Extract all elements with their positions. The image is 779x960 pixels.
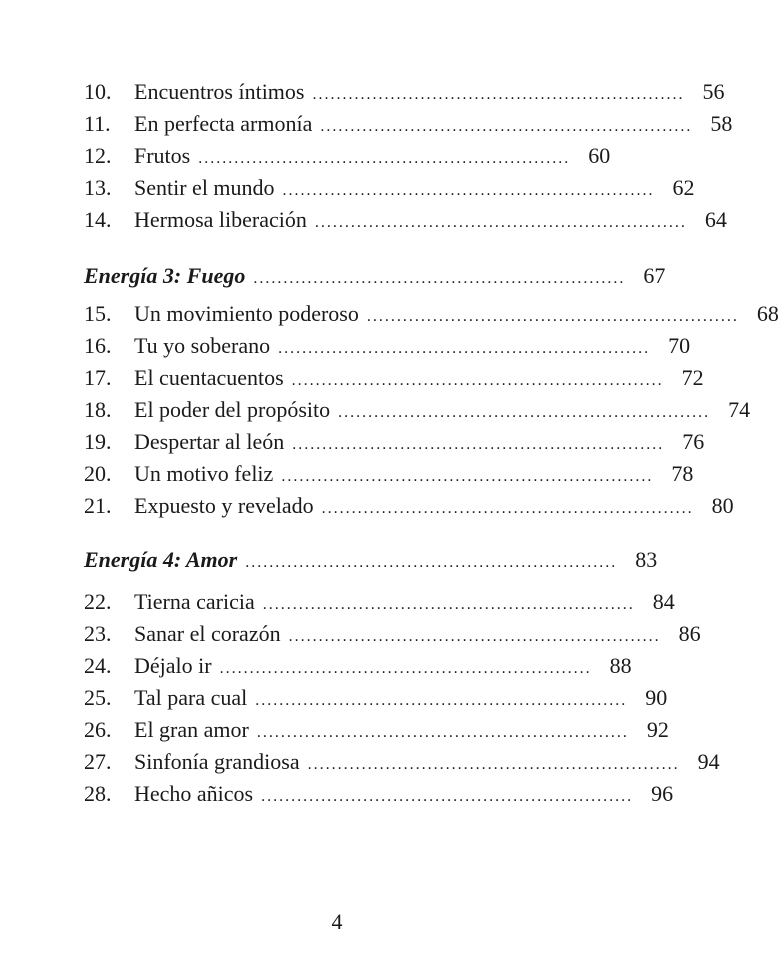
- entry-page: 72: [681, 365, 704, 390]
- entry-number: 10.: [84, 79, 112, 104]
- dot-leader: ..............................................................: [198, 150, 571, 167]
- entry-page: 80: [711, 493, 734, 518]
- entry-page: 78: [671, 461, 694, 486]
- dot-leader: ..............................................................: [312, 86, 685, 103]
- entry-number: 21.: [84, 493, 112, 518]
- toc-entry: [84, 362, 704, 394]
- toc-entry: [84, 682, 668, 714]
- entry-page: 92: [646, 717, 669, 742]
- toc-section-heading: [84, 260, 666, 292]
- dot-leader: ..............................................................: [292, 436, 665, 453]
- section-page: 83: [635, 547, 658, 572]
- toc-entry: [84, 458, 694, 490]
- entry-page: 74: [728, 397, 751, 422]
- dot-leader: ..............................................................: [278, 340, 651, 357]
- dot-leader: ..............................................................: [253, 270, 626, 287]
- entry-page: 90: [645, 685, 668, 710]
- toc-entry: [84, 778, 674, 810]
- entry-title: Tierna caricia: [134, 589, 255, 614]
- entry-title: Un movimiento poderoso: [134, 301, 359, 326]
- entry-number: 26.: [84, 717, 112, 742]
- entry-number: 25.: [84, 685, 112, 710]
- entry-title: Sinfonía grandiosa: [134, 749, 300, 774]
- entry-number: 22.: [84, 589, 112, 614]
- entry-page: 68: [756, 301, 779, 326]
- entry-title: En perfecta armonía: [134, 111, 313, 136]
- dot-leader: ..............................................................: [366, 308, 739, 325]
- dot-leader: ..............................................................: [288, 628, 661, 645]
- entry-number: 14.: [84, 207, 112, 232]
- entry-title: Hecho añicos: [134, 781, 254, 806]
- toc-entry: [84, 618, 701, 650]
- dot-leader: ..............................................................: [255, 692, 628, 709]
- section-title: Energía 3: Fuego: [84, 263, 246, 288]
- toc-entry: [84, 140, 611, 172]
- entry-page: 96: [651, 781, 674, 806]
- dot-leader: ..............................................................: [320, 118, 693, 135]
- dot-leader: ..............................................................: [338, 404, 711, 421]
- dot-leader: ..............................................................: [291, 372, 664, 389]
- toc-entry: [84, 330, 691, 362]
- toc-entry: [84, 108, 733, 140]
- entry-page: 58: [710, 111, 733, 136]
- entry-title: Tu yo soberano: [134, 333, 271, 358]
- toc-entry: [84, 490, 734, 522]
- toc-entry: [84, 394, 751, 426]
- entry-title: Expuesto y revelado: [134, 493, 314, 518]
- entry-page: 62: [672, 175, 695, 200]
- dot-leader: ..............................................................: [245, 554, 618, 571]
- entry-title: El gran amor: [134, 717, 249, 742]
- entry-page: 76: [682, 429, 705, 454]
- entry-page: 64: [704, 207, 727, 232]
- entry-number: 19.: [84, 429, 112, 454]
- entry-number: 24.: [84, 653, 112, 678]
- entry-number: 11.: [84, 111, 111, 136]
- entry-title: Tal para cual: [134, 685, 248, 710]
- toc-entry: [84, 714, 669, 746]
- dot-leader: ..............................................................: [281, 468, 654, 485]
- entry-number: 27.: [84, 749, 112, 774]
- entry-title: Sentir el mundo: [134, 175, 275, 200]
- entry-number: 12.: [84, 143, 112, 168]
- entry-title: Un motivo feliz: [134, 461, 274, 486]
- toc-entry: [84, 298, 779, 330]
- entry-number: 16.: [84, 333, 112, 358]
- dot-leader: ..............................................................: [321, 500, 694, 517]
- dot-leader: ..............................................................: [219, 660, 592, 677]
- entry-title: Déjalo ir: [134, 653, 212, 678]
- toc-entry: [84, 204, 727, 236]
- entry-number: 15.: [84, 301, 112, 326]
- dot-leader: ..............................................................: [262, 596, 635, 613]
- entry-page: 56: [702, 79, 725, 104]
- dot-leader: ..............................................................: [256, 724, 629, 741]
- entry-number: 28.: [84, 781, 112, 806]
- entry-title: Hermosa liberación: [134, 207, 307, 232]
- entry-title: Despertar al león: [134, 429, 285, 454]
- entry-title: Frutos: [134, 143, 191, 168]
- entry-page: 88: [609, 653, 632, 678]
- toc-entry: [84, 76, 725, 108]
- toc-entry: [84, 172, 695, 204]
- entry-number: 17.: [84, 365, 112, 390]
- toc-entry: [84, 426, 705, 458]
- entry-title: El cuentacuentos: [134, 365, 284, 390]
- entry-page: 84: [652, 589, 675, 614]
- entry-number: 18.: [84, 397, 112, 422]
- section-page: 67: [643, 263, 666, 288]
- entry-page: 70: [668, 333, 691, 358]
- entry-title: Encuentros íntimos: [134, 79, 305, 104]
- entry-page: 60: [588, 143, 611, 168]
- entry-page: 86: [678, 621, 701, 646]
- entry-number: 13.: [84, 175, 112, 200]
- entry-number: 20.: [84, 461, 112, 486]
- page-number: 4: [331, 909, 343, 934]
- dot-leader: ..............................................................: [307, 756, 680, 773]
- toc-section-heading: [84, 544, 658, 576]
- section-title: Energía 4: Amor: [84, 547, 238, 572]
- entry-page: 94: [697, 749, 720, 774]
- dot-leader: ..............................................................: [282, 182, 655, 199]
- toc-entry: [84, 650, 632, 682]
- dot-leader: ..............................................................: [314, 214, 687, 231]
- toc-entry: [84, 586, 675, 618]
- dot-leader: ..............................................................: [261, 788, 634, 805]
- entry-title: Sanar el corazón: [134, 621, 281, 646]
- entry-number: 23.: [84, 621, 112, 646]
- toc-entry: [84, 746, 720, 778]
- entry-title: El poder del propósito: [134, 397, 331, 422]
